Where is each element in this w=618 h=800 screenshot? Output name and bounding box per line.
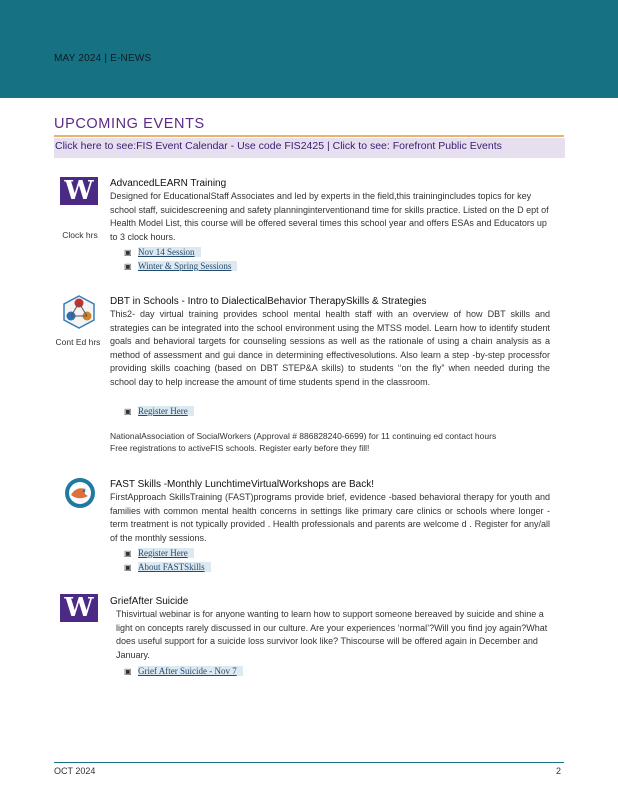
event-body-fast: FirstApproach SkillsTraining (FAST)programs provide brief, evidence -based behavioral therapy for youth and families with common mental health concerns in settings like primary care clinics or schools where longer -term treatment is not typically provided . Health professionals and parents are welcome d . Register for any/all of the monthly sessions.	[110, 492, 550, 543]
winter-spring-sessions-link[interactable]: Winter & Spring Sessions	[138, 261, 237, 271]
bullet-icon: ▣	[124, 667, 132, 676]
bullet-icon: ▣	[124, 248, 132, 257]
cont-ed-hours-note: Cont Ed hrs	[55, 337, 101, 347]
clock-hours-note: Clock hrs	[62, 230, 98, 240]
fis-calendar-link[interactable]: Click here to see:FIS Event Calendar - Use code FIS2425	[55, 140, 325, 152]
dbt-register-link[interactable]: Register Here	[138, 406, 194, 416]
grief-after-suicide-link[interactable]: Grief After Suicide - Nov 7	[138, 666, 243, 676]
section-title: UPCOMING EVENTS	[54, 116, 205, 132]
nasw-approval-note	[110, 430, 560, 454]
event-links-fast	[124, 546, 211, 574]
uw-logo-icon: W	[60, 177, 98, 205]
link-row	[124, 404, 194, 418]
footer-divider	[54, 762, 564, 763]
event-body-learn: Designed for EducationalStaff Associates and led by experts in the field,this trainingincludes topics for key school staff, suicidescreening and safety planninginterventionand time for skills practice. Listed on the D ept of Health Model List, this course will be offered several times this school year and offers ESAs and Educators up to 3 clock hours.	[110, 191, 549, 242]
event-links-dbt	[124, 404, 194, 418]
calendar-link-bar	[54, 138, 565, 158]
event-body-dbt: This2- day virtual training provides school mental health staff with an overview of how DBT skills and strategies can be integrated into the school environment using the MTSS model. Learn how to identify student goals and behavioral targets for counseling sessions as well as the rationale of using a chain analysis as a method of assessment and gui dance in determining effectivesolutions. Also learn a step -by-step processfor providing skills coaching (based on DBT STEP&A skills) to students ‘‘on the fly” when needed during the school day to help increase the amount of time students spend in the classroom.	[110, 309, 550, 387]
event-title-grief: GriefAfter Suicide	[110, 596, 189, 607]
dbt-logo-icon	[61, 294, 97, 330]
event-title-learn: AdvancedLEARN Training	[110, 178, 227, 189]
event-title-dbt: DBT in Schools - Intro to DialecticalBehavior TherapySkills & Strategies	[110, 296, 427, 307]
link-row	[124, 259, 237, 273]
footer-date: OCT 2024	[54, 766, 96, 776]
link-separator: |	[324, 140, 333, 152]
about-fast-skills-link[interactable]: About FASTSkills	[138, 562, 211, 572]
newsletter-date: MAY 2024 | E-NEWS	[54, 53, 152, 64]
event-body-grief: Thisvirtual webinar is for anyone wanting to learn how to support someone bereaved by suicide and shine a light on concepts rarely discussed in our culture. Are your experiences ‘normal’?Will you find joy again?What does useful support for a suicide loss survivor look like? Thiscourse will be offered again in December and January.	[116, 609, 548, 660]
forefront-events-link[interactable]: Click to see: Forefront Public Events	[332, 140, 502, 152]
link-row	[124, 245, 237, 259]
link-row	[124, 664, 243, 678]
page-number: 2	[556, 766, 562, 776]
event-links-learn	[124, 245, 237, 273]
fast-register-link[interactable]: Register Here	[138, 548, 194, 558]
fast-skills-logo-icon	[64, 477, 96, 509]
nasw-approval-line: NationalAssociation of SocialWorkers (Approval # 886828240-6699) for 11 continuing ed contact hours	[110, 431, 497, 441]
uw-logo-icon: W	[60, 594, 98, 622]
free-registration-line: Free registrations to activeFIS schools. Register early before they fill!	[110, 443, 370, 453]
bullet-icon: ▣	[124, 549, 132, 558]
event-links-grief	[124, 664, 243, 678]
link-row	[124, 546, 211, 560]
nov-14-session-link[interactable]: Nov 14 Session	[138, 247, 201, 257]
bullet-icon: ▣	[124, 563, 132, 572]
link-row	[124, 560, 211, 574]
title-divider	[54, 135, 564, 137]
event-title-fast: FAST Skills -Monthly LunchtimeVirtualWorkshops are Back!	[110, 479, 374, 490]
header-banner	[0, 0, 618, 98]
bullet-icon: ▣	[124, 407, 132, 416]
bullet-icon: ▣	[124, 262, 132, 271]
